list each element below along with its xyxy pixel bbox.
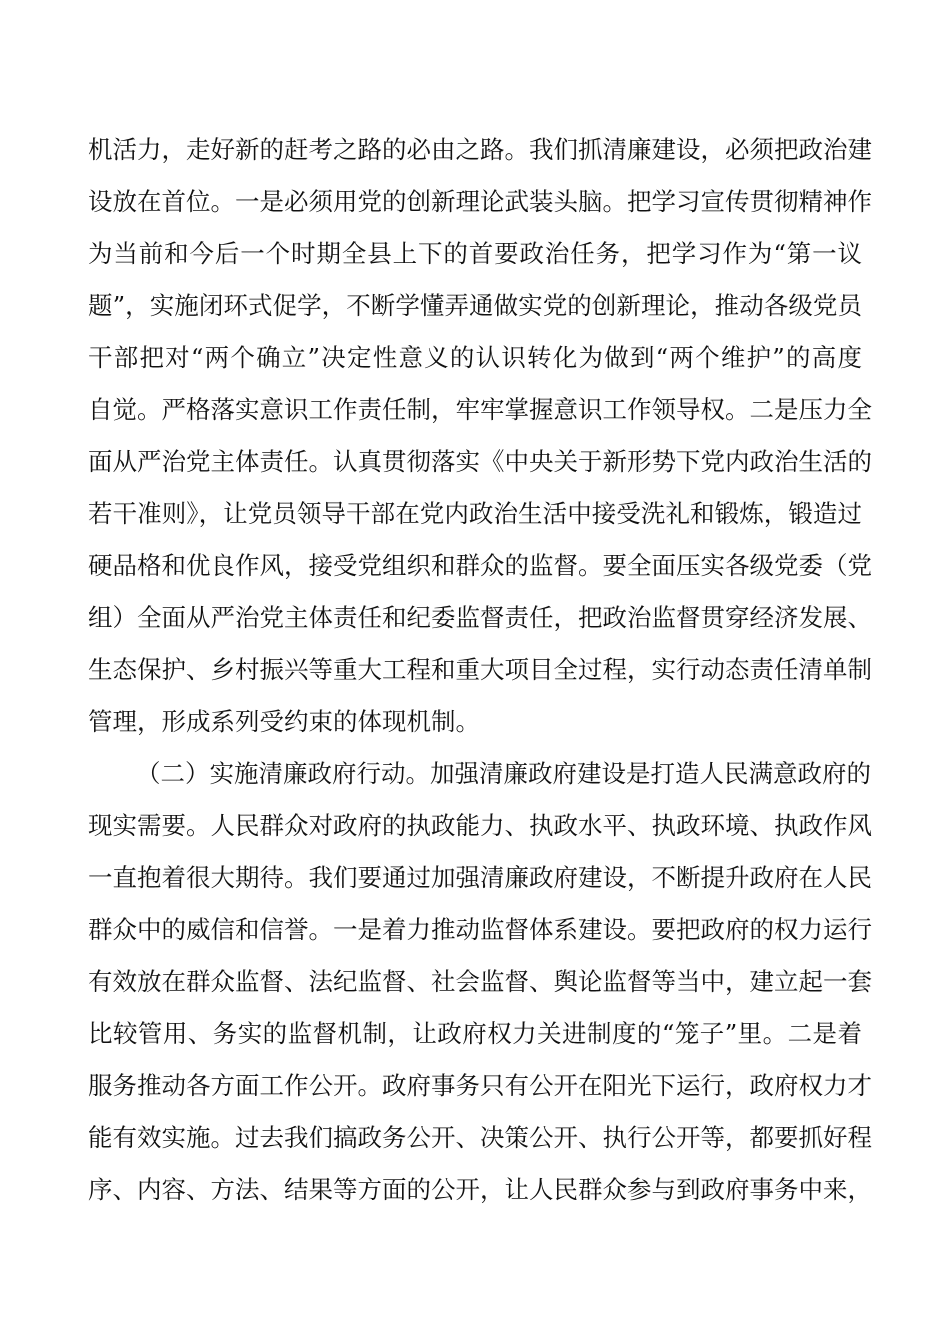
paragraph-2-line-9: 序、内容、方法、结果等方面的公开，让人民群众参与到政府事务中来， (88, 1175, 872, 1204)
paragraph-1-line-4: 题”，实施闭环式促学，不断学懂弄通做实党的创新理论，推动各级党员 (88, 291, 862, 320)
paragraph-1-line-12: 管理，形成系列受约束的体现机制。 (88, 707, 480, 736)
paragraph-2-line-4: 群众中的威信和信誉。一是着力推动监督体系建设。要把政府的权力运行 (88, 915, 872, 944)
paragraph-2-line-7: 服务推动各方面工作公开。政府事务只有公开在阳光下运行，政府权力才 (88, 1071, 872, 1100)
paragraph-1-line-5: 干部把对“两个确立”决定性意义的认识转化为做到“两个维护”的高度 (88, 343, 862, 372)
paragraph-2-line-5: 有效放在群众监督、法纪监督、社会监督、舆论监督等当中，建立起一套 (88, 967, 872, 996)
paragraph-1-line-7: 面从严治党主体责任。认真贯彻落实《中央关于新形势下党内政治生活的 (88, 447, 872, 476)
paragraph-2-line-2: 现实需要。人民群众对政府的执政能力、执政水平、执政环境、执政作风 (88, 811, 872, 840)
paragraph-2-line-6: 比较管用、务实的监督机制，让政府权力关进制度的“笼子”里。二是着 (88, 1019, 862, 1048)
paragraph-1-line-10: 组）全面从严治党主体责任和纪委监督责任，把政治监督贯穿经济发展、 (88, 603, 872, 632)
paragraph-1-line-3: 为当前和今后一个时期全县上下的首要政治任务，把学习作为“第一议 (88, 239, 862, 268)
paragraph-1-line-1: 机活力，走好新的赶考之路的必由之路。我们抓清廉建设，必须把政治建 (88, 135, 872, 164)
paragraph-2-line-8: 能有效实施。过去我们搞政务公开、决策公开、执行公开等，都要抓好程 (88, 1123, 872, 1152)
paragraph-2-line-3: 一直抱着很大期待。我们要通过加强清廉政府建设，不断提升政府在人民 (88, 863, 872, 892)
paragraph-2-line-1: （二）实施清廉政府行动。加强清廉政府建设是打造人民满意政府的 (136, 759, 871, 788)
paragraph-1-line-8: 若干准则》，让党员领导干部在党内政治生活中接受洗礼和锻炼，锻造过 (88, 499, 862, 528)
paragraph-1-line-11: 生态保护、乡村振兴等重大工程和重大项目全过程，实行动态责任清单制 (88, 655, 872, 684)
paragraph-1-line-6: 自觉。严格落实意识工作责任制，牢牢掌握意识工作领导权。二是压力全 (88, 395, 872, 424)
paragraph-1-line-9: 硬品格和优良作风，接受党组织和群众的监督。要全面压实各级党委（党 (88, 551, 872, 580)
paragraph-1-line-2: 设放在首位。一是必须用党的创新理论武装头脑。把学习宣传贯彻精神作 (88, 187, 872, 216)
